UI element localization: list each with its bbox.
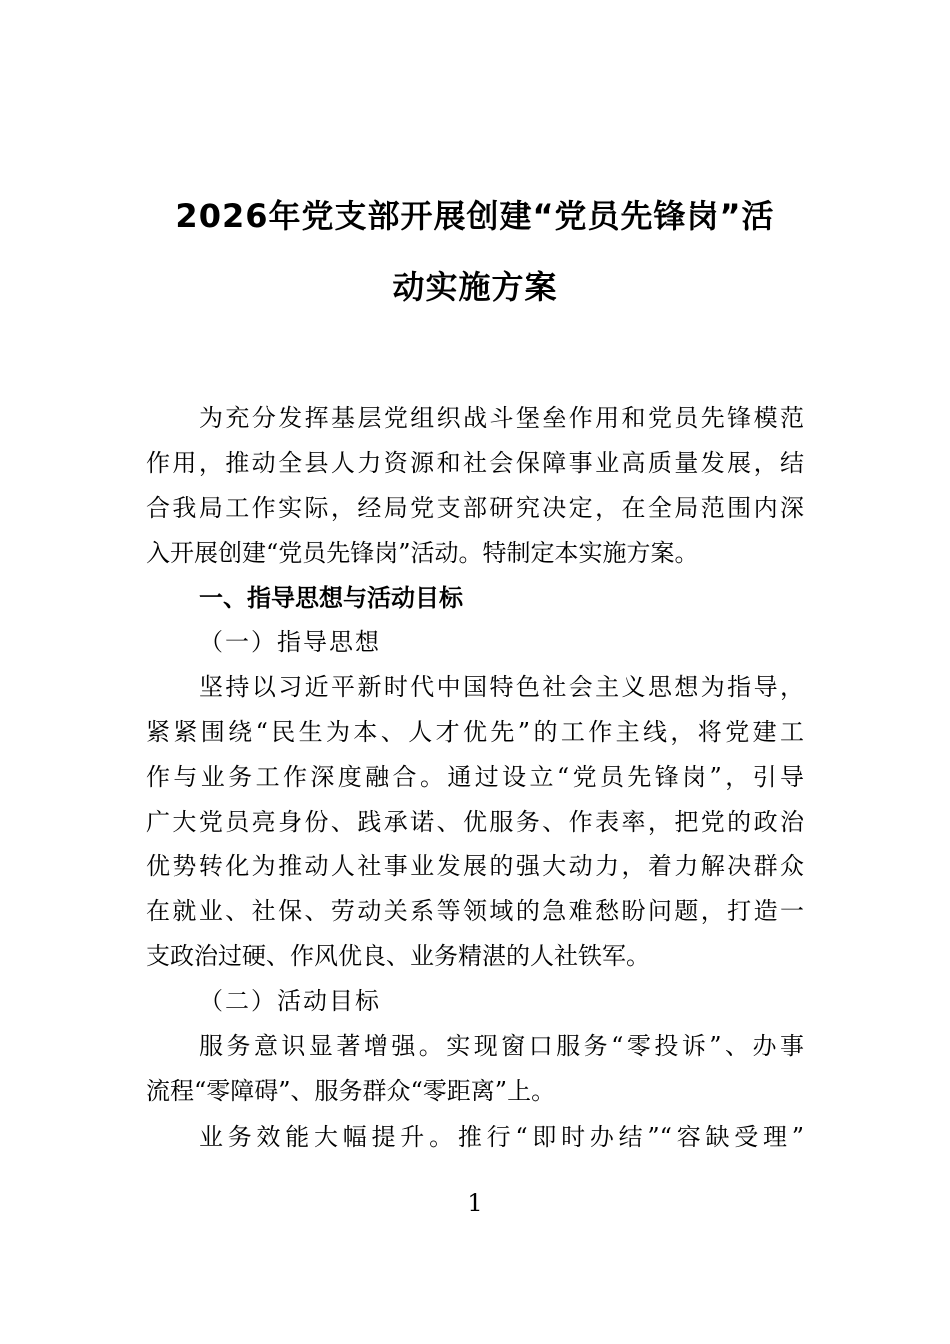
subsection-heading-guiding: （一）指导思想 <box>199 628 381 656</box>
guiding-paragraph-line: 在就业、社保、劳动关系等领域的急难愁盼问题，打造一 <box>146 897 804 925</box>
goal-paragraph-line: 业务效能大幅提升。推行“即时办结”“容缺受理” <box>199 1123 804 1151</box>
guiding-paragraph-line: 紧紧围绕“民生为本、人才优先”的工作主线，将党建工 <box>146 718 804 746</box>
guiding-paragraph-line: 坚持以习近平新时代中国特色社会主义思想为指导， <box>199 673 804 701</box>
document-title-line-1: 2026年党支部开展创建“党员先锋岗”活 <box>175 197 775 235</box>
guiding-paragraph-line: 作与业务工作深度融合。通过设立“党员先锋岗”，引导 <box>146 763 804 791</box>
goal-paragraph-line: 流程“零障碍”、服务群众“零距离”上。 <box>146 1077 556 1105</box>
guiding-paragraph-line: 广大党员亮身份、践承诺、优服务、作表率，把党的政治 <box>146 808 804 836</box>
subsection-heading-goals: （二）活动目标 <box>199 987 381 1015</box>
page-number: 1 <box>467 1189 483 1217</box>
intro-paragraph-line: 为充分发挥基层党组织战斗堡垒作用和党员先锋模范 <box>199 404 804 432</box>
intro-paragraph-line: 作用，推动全县人力资源和社会保障事业高质量发展，结 <box>146 449 804 477</box>
intro-paragraph-line: 合我局工作实际，经局党支部研究决定，在全局范围内深 <box>146 494 804 522</box>
guiding-paragraph-line: 优势转化为推动人社事业发展的强大动力，着力解决群众 <box>146 852 804 880</box>
goal-paragraph-line: 服务意识显著增强。实现窗口服务“零投诉”、办事 <box>199 1032 804 1060</box>
document-title-line-2: 动实施方案 <box>392 268 558 306</box>
guiding-paragraph-line: 支政治过硬、作风优良、业务精湛的人社铁军。 <box>146 942 650 970</box>
section-heading-1: 一、指导思想与活动目标 <box>199 584 463 612</box>
intro-paragraph-line: 入开展创建“党员先锋岗”活动。特制定本实施方案。 <box>146 539 699 567</box>
